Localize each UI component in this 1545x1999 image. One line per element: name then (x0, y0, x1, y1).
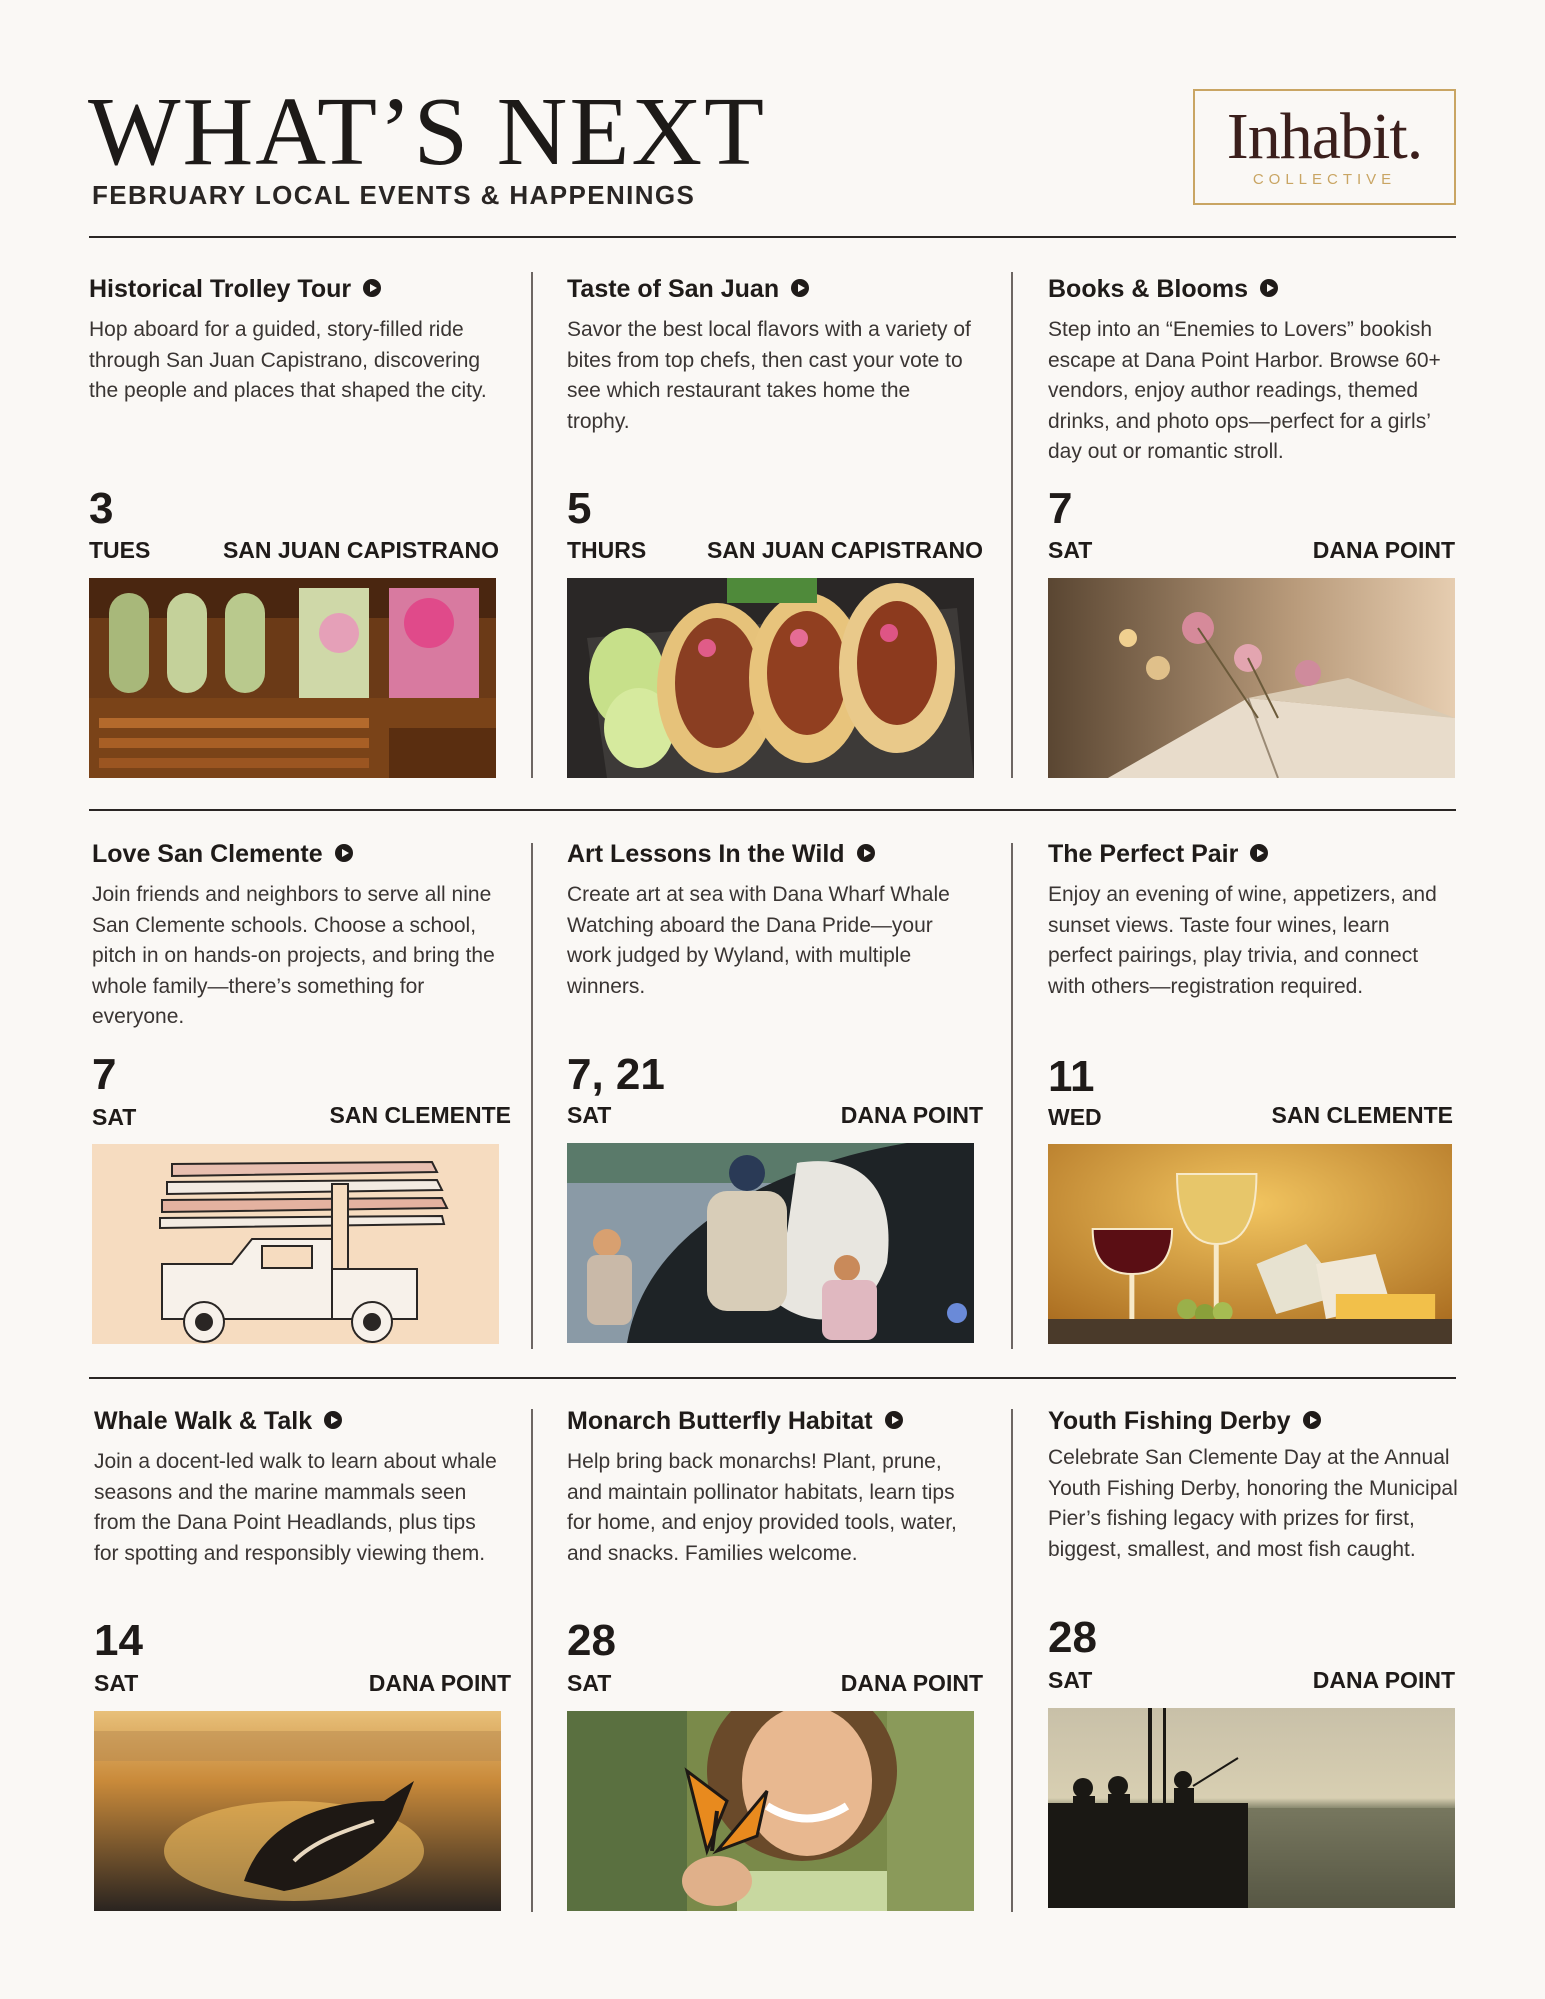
event-date: 5 (567, 484, 592, 533)
event-day: SAT (1048, 1667, 1093, 1693)
event-location: SAN CLEMENTE (1271, 1102, 1453, 1128)
event-location: SAN JUAN CAPISTRANO (706, 537, 983, 563)
trolley-interior-photo (89, 578, 496, 778)
play-icon[interactable] (885, 1411, 903, 1429)
truck-with-surfboards-illustration (92, 1144, 499, 1344)
play-icon[interactable] (335, 844, 353, 862)
column-divider (531, 272, 533, 778)
event-date: 7 (92, 1050, 117, 1099)
event-description: Join a docent-led walk to learn about whale seasons and the marine mammals seen from the Dana Point Headlands, plus tips for spotting and responsibly viewing them. (94, 1450, 497, 1565)
play-icon[interactable] (1250, 844, 1268, 862)
event-date: 28 (567, 1616, 616, 1665)
event-location: SAN JUAN CAPISTRANO (222, 537, 499, 563)
event-location: DANA POINT (840, 1670, 983, 1696)
page-subtitle: FEBRUARY LOCAL EVENTS & HAPPENINGS (92, 180, 696, 210)
row-divider (89, 809, 1456, 811)
mural-painting-photo (567, 1143, 974, 1343)
inhabit-collective-logo (1193, 89, 1456, 205)
book-and-flowers-photo (1048, 578, 1455, 778)
header-divider (89, 236, 1456, 238)
event-title[interactable]: Love San Clemente (92, 839, 353, 869)
event-day: SAT (1048, 537, 1093, 563)
event-description: Step into an “Enemies to Lovers” bookish escape at Dana Point Harbor. Browse 60+ vendors, enjoy author readings, themed drinks, and photo ops—perfect for a girls’ day out or romantic stroll. (1048, 318, 1441, 463)
event-date: 7 (1048, 484, 1073, 533)
event-date: 11 (1048, 1052, 1095, 1101)
event-location: DANA POINT (1312, 1667, 1455, 1693)
play-icon[interactable] (857, 844, 875, 862)
event-day: SAT (567, 1670, 612, 1696)
play-icon[interactable] (363, 279, 381, 297)
event-date: 14 (94, 1616, 143, 1665)
play-icon[interactable] (1303, 1411, 1321, 1429)
event-location: DANA POINT (840, 1102, 983, 1128)
event-description: Hop aboard for a guided, story-filled ride through San Juan Capistrano, discovering the people and places that shaped the city. (89, 318, 487, 402)
play-icon[interactable] (1260, 279, 1278, 297)
page-title: WHAT’S NEXT (88, 78, 766, 186)
event-date: 28 (1048, 1613, 1097, 1662)
event-day: SAT (567, 1102, 612, 1128)
event-location: SAN CLEMENTE (329, 1102, 511, 1128)
event-day: SAT (94, 1670, 139, 1696)
event-title[interactable]: Books & Blooms (1048, 274, 1278, 304)
event-date: 7, 21 (567, 1050, 665, 1099)
event-day: THURS (567, 537, 647, 563)
event-location: DANA POINT (368, 1670, 511, 1696)
pier-at-sunset-photo (1048, 1708, 1455, 1908)
row-divider (89, 1377, 1456, 1379)
event-title[interactable]: Historical Trolley Tour (89, 274, 381, 304)
event-title[interactable]: Whale Walk & Talk (94, 1406, 342, 1436)
play-icon[interactable] (324, 1411, 342, 1429)
column-divider (531, 1409, 533, 1912)
girl-with-butterfly-photo (567, 1711, 974, 1911)
logo-tagline: COLLECTIVE (1252, 171, 1397, 188)
event-description: Create art at sea with Dana Wharf Whale Watching aboard the Dana Pride—your work judged by Wyland, with multiple winners. (567, 883, 950, 998)
wine-and-cheese-photo (1048, 1144, 1452, 1344)
event-title[interactable]: Monarch Butterfly Habitat (567, 1406, 903, 1436)
breaching-whale-photo (94, 1711, 501, 1911)
column-divider (1011, 1409, 1013, 1912)
event-day: SAT (92, 1104, 137, 1130)
event-title[interactable]: Taste of San Juan (567, 274, 809, 304)
event-title[interactable]: The Perfect Pair (1048, 839, 1268, 869)
event-location: DANA POINT (1312, 537, 1455, 563)
column-divider (1011, 272, 1013, 778)
event-description: Celebrate San Clemente Day at the Annual Youth Fishing Derby, honoring the Municipal Pier’s fishing legacy with prizes for first, biggest, smallest, and most fish caught. (1048, 1446, 1458, 1561)
event-title[interactable]: Art Lessons In the Wild (567, 839, 875, 869)
event-day: TUES (89, 537, 151, 563)
tacos-photo (567, 578, 974, 778)
logo-wordmark: Inhabit. (1226, 100, 1423, 173)
event-title[interactable]: Youth Fishing Derby (1048, 1406, 1321, 1436)
event-description: Join friends and neighbors to serve all nine San Clemente schools. Choose a school, pitch in on hands-on projects, and bring the whole family—there’s something for everyone. (92, 883, 495, 1028)
event-date: 3 (89, 484, 114, 533)
event-description: Savor the best local flavors with a variety of bites from top chefs, then cast your vote to see which restaurant takes home the trophy. (567, 318, 971, 433)
event-description: Help bring back monarchs! Plant, prune, and maintain pollinator habitats, learn tips for home, and enjoy provided tools, water, and snacks. Families welcome. (567, 1450, 957, 1565)
event-description: Enjoy an evening of wine, appetizers, and sunset views. Taste four wines, learn perfect pairings, play trivia, and connect with others—registration required. (1048, 883, 1437, 998)
column-divider (531, 843, 533, 1349)
play-icon[interactable] (791, 279, 809, 297)
event-day: WED (1048, 1104, 1102, 1130)
column-divider (1011, 843, 1013, 1349)
